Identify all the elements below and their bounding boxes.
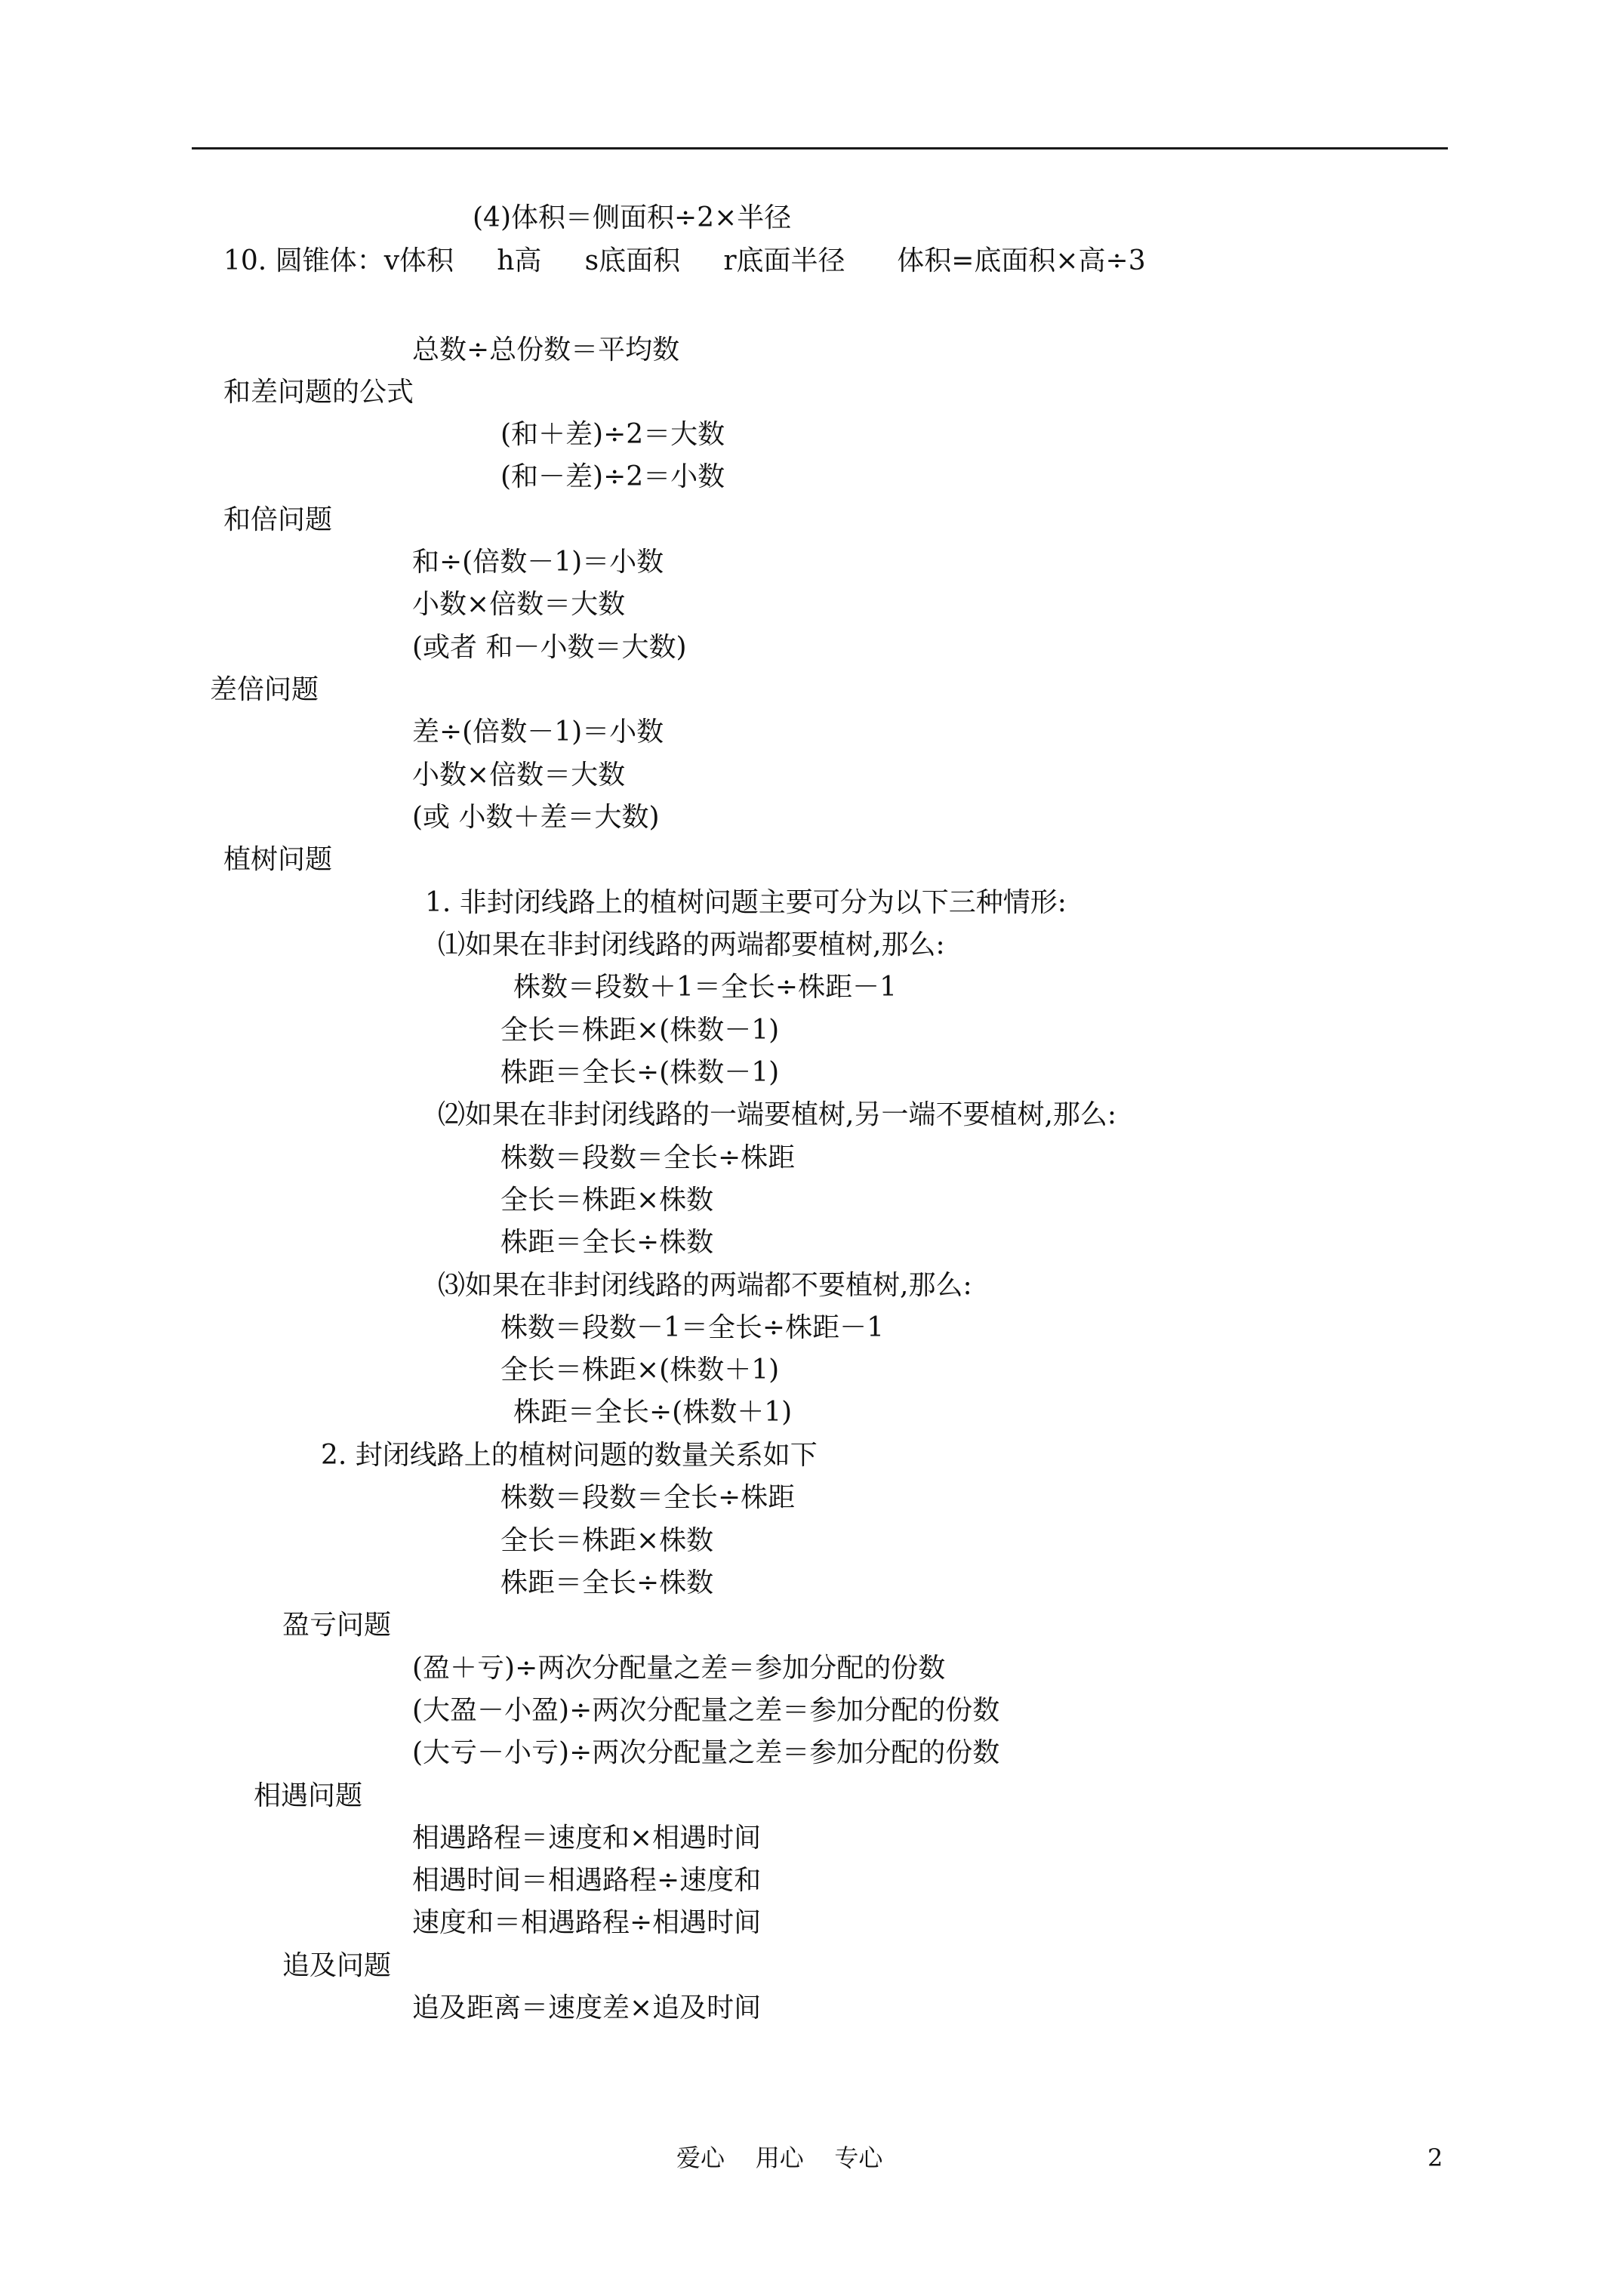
section-heading: 盈亏问题 (282, 1610, 392, 1641)
text-line: (和＋差)÷2＝大数 (500, 419, 725, 450)
text-line: 相遇时间＝相遇路程÷速度和 (412, 1865, 762, 1896)
text-line: (或 小数＋差＝大数) (412, 802, 660, 833)
header-rule (192, 147, 1448, 149)
text-line: 株距＝全长÷(株数＋1) (513, 1397, 793, 1428)
text-line: 株数＝段数－1＝全长÷株距－1 (500, 1312, 884, 1343)
text-line: 全长＝株距×株数 (500, 1525, 714, 1556)
text-line: 株数＝段数＝全长÷株距 (500, 1142, 796, 1173)
text-line: 全长＝株距×株数 (500, 1185, 714, 1216)
text-line: 小数×倍数＝大数 (412, 589, 626, 620)
text-line: 相遇路程＝速度和×相遇时间 (412, 1823, 762, 1854)
text-line: 速度和＝相遇路程÷相遇时间 (412, 1907, 762, 1938)
text-line: 株距＝全长÷株数 (500, 1567, 714, 1598)
text-line: 和÷(倍数－1)＝小数 (412, 547, 664, 578)
text-line: 总数÷总份数＝平均数 (412, 334, 680, 365)
text-line: 2. 封闭线路上的植树问题的数量关系如下 (321, 1440, 818, 1471)
text-line: ⑵如果在非封闭线路的一端要植树,另一端不要植树,那么: (438, 1099, 1117, 1130)
text-line: (大盈－小盈)÷两次分配量之差＝参加分配的份数 (412, 1695, 1000, 1726)
section-heading: 植树问题 (223, 844, 333, 875)
text-line: (或者 和－小数＝大数) (412, 632, 687, 663)
section-heading: 追及问题 (282, 1950, 392, 1981)
page-number: 2 (1427, 2143, 1443, 2172)
section-heading: 和差问题的公式 (223, 377, 414, 408)
text-line: 株距＝全长÷(株数－1) (500, 1057, 780, 1088)
section-heading: 相遇问题 (254, 1780, 363, 1811)
text-line: (4)体积＝侧面积÷2×半径 (473, 202, 792, 233)
text-line: 株数＝段数＋1＝全长÷株距－1 (513, 972, 897, 1003)
section-heading: 差倍问题 (210, 674, 319, 705)
text-line: 10. 圆锥体：v体积 h高 s底面积 r底面半径 体积=底面积×高÷3 (223, 245, 1146, 276)
text-line: (盈＋亏)÷两次分配量之差＝参加分配的份数 (412, 1653, 946, 1684)
footer-motto: 爱心 用心 专心 (676, 2143, 883, 2172)
text-line: 株数＝段数＝全长÷株距 (500, 1482, 796, 1513)
text-line: 小数×倍数＝大数 (412, 760, 626, 791)
text-line: 追及距离＝速度差×追及时间 (412, 1992, 762, 2023)
text-line: 全长＝株距×(株数－1) (500, 1015, 780, 1046)
text-line: 株距＝全长÷株数 (500, 1227, 714, 1258)
text-line: 1. 非封闭线路上的植树问题主要可分为以下三种情形: (425, 887, 1067, 918)
text-line: ⑶如果在非封闭线路的两端都不要植树,那么: (438, 1270, 972, 1301)
text-line: 差÷(倍数－1)＝小数 (412, 717, 664, 747)
section-heading: 和倍问题 (223, 504, 333, 535)
text-line: ⑴如果在非封闭线路的两端都要植树,那么: (438, 929, 945, 960)
text-line: (和－差)÷2＝小数 (500, 461, 725, 492)
text-line: 全长＝株距×(株数＋1) (500, 1354, 780, 1385)
text-line: (大亏－小亏)÷两次分配量之差＝参加分配的份数 (412, 1737, 1000, 1768)
